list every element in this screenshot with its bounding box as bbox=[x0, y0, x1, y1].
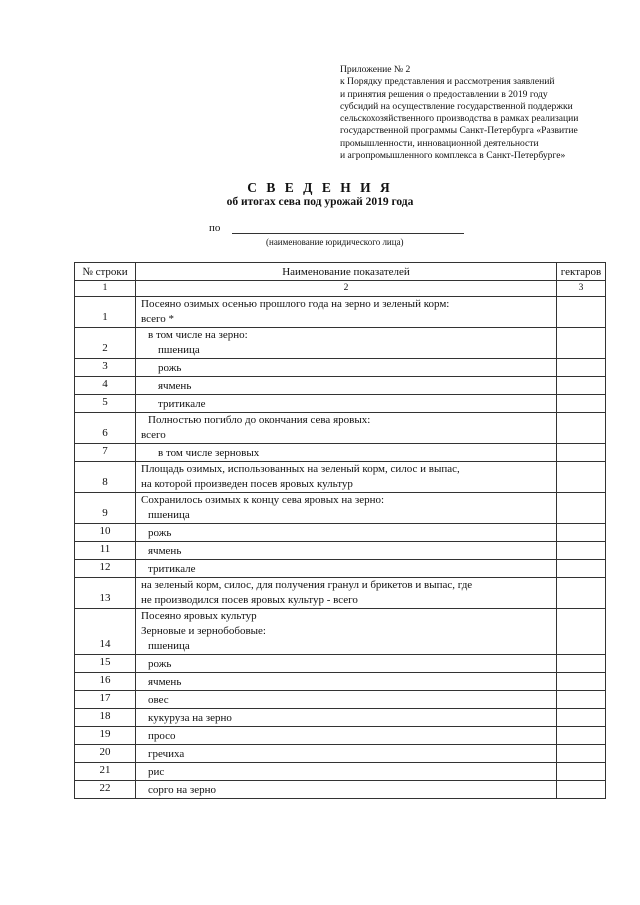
indicator-line: пшеница bbox=[148, 640, 190, 652]
indicator-line: Полностью погибло до окончания сева яровых: bbox=[148, 414, 371, 426]
row-number-cell bbox=[75, 524, 136, 542]
table-row bbox=[75, 781, 606, 799]
table-row bbox=[75, 727, 606, 745]
row-number-cell bbox=[75, 462, 136, 493]
indicator-line: пшеница bbox=[158, 344, 200, 356]
appendix-line: к Порядку представления и рассмотрения заявлений bbox=[340, 76, 555, 88]
indicator-name-cell bbox=[136, 781, 557, 799]
indicator-line: Площадь озимых, использованных на зеленый корм, силос и выпас, bbox=[141, 463, 460, 475]
indicator-line: тритикале bbox=[148, 563, 196, 575]
hectares-input-cell[interactable] bbox=[557, 542, 606, 560]
table-header-row bbox=[75, 263, 606, 281]
indicator-name-cell bbox=[136, 560, 557, 578]
indicator-line: тритикале bbox=[158, 398, 206, 410]
hectares-input-cell[interactable] bbox=[557, 493, 606, 524]
organization-name-line[interactable] bbox=[232, 233, 464, 234]
column-number-2: 2 bbox=[136, 281, 557, 297]
row-number: 11 bbox=[99, 543, 111, 555]
indicator-line: сорго на зерно bbox=[148, 784, 217, 796]
indicator-name-cell bbox=[136, 709, 557, 727]
hectares-input-cell[interactable] bbox=[557, 377, 606, 395]
table-row bbox=[75, 609, 606, 655]
row-number: 2 bbox=[102, 342, 108, 354]
hectares-input-cell[interactable] bbox=[557, 578, 606, 609]
hectares-input-cell[interactable] bbox=[557, 727, 606, 745]
appendix-block bbox=[340, 64, 632, 162]
hectares-input-cell[interactable] bbox=[557, 745, 606, 763]
header-row-number: № строки bbox=[75, 263, 136, 281]
indicator-line: Посеяно яровых культур bbox=[141, 610, 257, 622]
hectares-input-cell[interactable] bbox=[557, 560, 606, 578]
row-number: 20 bbox=[99, 746, 111, 758]
indicator-line: на зеленый корм, силос, для получения гранул и брикетов и выпас, где bbox=[141, 579, 473, 591]
table-row bbox=[75, 655, 606, 673]
indicator-line: в том числе зерновых bbox=[158, 447, 260, 459]
indicator-name-cell bbox=[136, 359, 557, 377]
table-row bbox=[75, 377, 606, 395]
hectares-input-cell[interactable] bbox=[557, 609, 606, 655]
table-row bbox=[75, 691, 606, 709]
indicator-line: рожь bbox=[148, 658, 172, 670]
row-number-cell bbox=[75, 395, 136, 413]
row-number: 21 bbox=[99, 764, 111, 776]
by-label: по bbox=[209, 222, 221, 234]
row-number-cell bbox=[75, 578, 136, 609]
indicator-name-cell bbox=[136, 395, 557, 413]
indicator-name-cell bbox=[136, 462, 557, 493]
indicator-line: Сохранилось озимых к концу сева яровых на зерно: bbox=[141, 494, 385, 506]
row-number: 18 bbox=[99, 710, 111, 722]
header-hectares: гектаров bbox=[557, 263, 606, 281]
indicator-name-cell bbox=[136, 609, 557, 655]
indicator-line: не производился посев яровых культур - всего bbox=[141, 594, 358, 606]
row-number: 15 bbox=[99, 656, 111, 668]
hectares-input-cell[interactable] bbox=[557, 524, 606, 542]
column-number-row bbox=[75, 281, 606, 297]
indicator-name-cell bbox=[136, 691, 557, 709]
indicator-line: рожь bbox=[158, 362, 182, 374]
indicator-line: пшеница bbox=[148, 509, 190, 521]
hectares-input-cell[interactable] bbox=[557, 395, 606, 413]
row-number-cell bbox=[75, 609, 136, 655]
hectares-input-cell[interactable] bbox=[557, 781, 606, 799]
indicator-name-cell bbox=[136, 542, 557, 560]
indicator-line: ячмень bbox=[148, 545, 182, 557]
table-row bbox=[75, 763, 606, 781]
table-row bbox=[75, 413, 606, 444]
hectares-input-cell[interactable] bbox=[557, 413, 606, 444]
row-number: 4 bbox=[102, 378, 108, 390]
indicator-name-cell bbox=[136, 377, 557, 395]
table-row bbox=[75, 444, 606, 462]
indicator-line: Посеяно озимых осенью прошлого года на зерно и зеленый корм: bbox=[141, 298, 450, 310]
table-row bbox=[75, 709, 606, 727]
indicator-name-cell bbox=[136, 578, 557, 609]
hectares-input-cell[interactable] bbox=[557, 763, 606, 781]
row-number-cell bbox=[75, 297, 136, 328]
row-number: 19 bbox=[99, 728, 111, 740]
hectares-input-cell[interactable] bbox=[557, 673, 606, 691]
row-number: 12 bbox=[99, 561, 111, 573]
row-number-cell bbox=[75, 727, 136, 745]
indicator-name-cell bbox=[136, 655, 557, 673]
row-number-cell bbox=[75, 745, 136, 763]
table-row bbox=[75, 462, 606, 493]
hectares-input-cell[interactable] bbox=[557, 462, 606, 493]
appendix-line: субсидий на осуществление государственной поддержки bbox=[340, 100, 573, 112]
indicator-line: кукуруза на зерно bbox=[148, 712, 232, 724]
table-row bbox=[75, 297, 606, 328]
hectares-input-cell[interactable] bbox=[557, 691, 606, 709]
hectares-input-cell[interactable] bbox=[557, 655, 606, 673]
hectares-input-cell[interactable] bbox=[557, 709, 606, 727]
appendix-line: промышленности, инновационной деятельности bbox=[340, 137, 539, 149]
table-row bbox=[75, 524, 606, 542]
row-number: 6 bbox=[102, 427, 108, 439]
appendix-line: и принятия решения о предоставлении в 2019 году bbox=[340, 88, 548, 100]
row-number-cell bbox=[75, 781, 136, 799]
row-number: 10 bbox=[99, 525, 111, 537]
appendix-line: государственной программы Санкт-Петербурга «Развитие bbox=[340, 125, 578, 137]
column-number-3: 3 bbox=[557, 281, 606, 297]
indicator-name-cell bbox=[136, 673, 557, 691]
table-row bbox=[75, 745, 606, 763]
indicator-name-cell bbox=[136, 493, 557, 524]
indicator-line: на которой произведен посев яровых культур bbox=[141, 478, 353, 490]
indicator-name-cell bbox=[136, 745, 557, 763]
row-number-cell bbox=[75, 444, 136, 462]
row-number: 16 bbox=[99, 674, 111, 686]
row-number: 8 bbox=[102, 476, 108, 488]
row-number-cell bbox=[75, 413, 136, 444]
row-number-cell bbox=[75, 377, 136, 395]
hectares-input-cell[interactable] bbox=[557, 444, 606, 462]
indicator-line: просо bbox=[148, 730, 176, 742]
table-row bbox=[75, 395, 606, 413]
indicator-line: рис bbox=[148, 766, 165, 778]
indicator-line: всего bbox=[141, 429, 166, 441]
row-number: 7 bbox=[102, 445, 108, 457]
row-number-cell bbox=[75, 763, 136, 781]
hectares-input-cell[interactable] bbox=[557, 359, 606, 377]
hectares-input-cell[interactable] bbox=[557, 297, 606, 328]
table-row bbox=[75, 493, 606, 524]
document-title: С В Е Д Е Н И Я bbox=[247, 180, 393, 195]
column-number-1: 1 bbox=[75, 281, 136, 297]
indicator-line: гречиха bbox=[148, 748, 185, 760]
table-row bbox=[75, 542, 606, 560]
indicator-name-cell bbox=[136, 413, 557, 444]
indicator-name-cell bbox=[136, 328, 557, 359]
row-number: 9 bbox=[102, 507, 108, 519]
indicator-line: всего * bbox=[141, 313, 175, 325]
row-number-cell bbox=[75, 328, 136, 359]
indicator-line: в том числе на зерно: bbox=[148, 329, 248, 341]
row-number: 22 bbox=[99, 782, 111, 794]
row-number: 1 bbox=[102, 311, 108, 323]
row-number-cell bbox=[75, 673, 136, 691]
appendix-line: и агропромышленного комплекса в Санкт-Петербурге» bbox=[340, 150, 566, 162]
table-row bbox=[75, 328, 606, 359]
indicator-line: Зерновые и зернобобовые: bbox=[141, 625, 266, 637]
appendix-line: Приложение № 2 bbox=[340, 64, 411, 75]
indicator-line: ячмень bbox=[148, 676, 182, 688]
indicator-line: овес bbox=[148, 694, 169, 706]
table-row bbox=[75, 560, 606, 578]
row-number: 3 bbox=[102, 360, 108, 372]
row-number-cell bbox=[75, 709, 136, 727]
row-number-cell bbox=[75, 493, 136, 524]
table-row bbox=[75, 578, 606, 609]
organization-name-caption: (наименование юридического лица) bbox=[266, 237, 404, 247]
indicator-line: рожь bbox=[148, 527, 172, 539]
row-number-cell bbox=[75, 359, 136, 377]
indicator-name-cell bbox=[136, 297, 557, 328]
row-number: 13 bbox=[99, 592, 111, 604]
row-number-cell bbox=[75, 560, 136, 578]
indicator-line: ячмень bbox=[158, 380, 192, 392]
table-row bbox=[75, 359, 606, 377]
row-number-cell bbox=[75, 542, 136, 560]
row-number: 14 bbox=[99, 638, 111, 650]
appendix-line: сельскохозяйственного производства в рамках реализации bbox=[340, 113, 579, 125]
indicator-name-cell bbox=[136, 524, 557, 542]
table-row bbox=[75, 673, 606, 691]
document-subtitle: об итогах сева под урожай 2019 года bbox=[226, 196, 414, 208]
table-body bbox=[75, 297, 606, 799]
row-number: 17 bbox=[99, 692, 111, 704]
row-number: 5 bbox=[102, 396, 108, 408]
indicator-name-cell bbox=[136, 727, 557, 745]
sowing-table bbox=[74, 262, 606, 799]
indicator-name-cell bbox=[136, 444, 557, 462]
row-number-cell bbox=[75, 655, 136, 673]
indicator-name-cell bbox=[136, 763, 557, 781]
row-number-cell bbox=[75, 691, 136, 709]
header-indicator-name: Наименование показателей bbox=[136, 263, 557, 281]
hectares-input-cell[interactable] bbox=[557, 328, 606, 359]
